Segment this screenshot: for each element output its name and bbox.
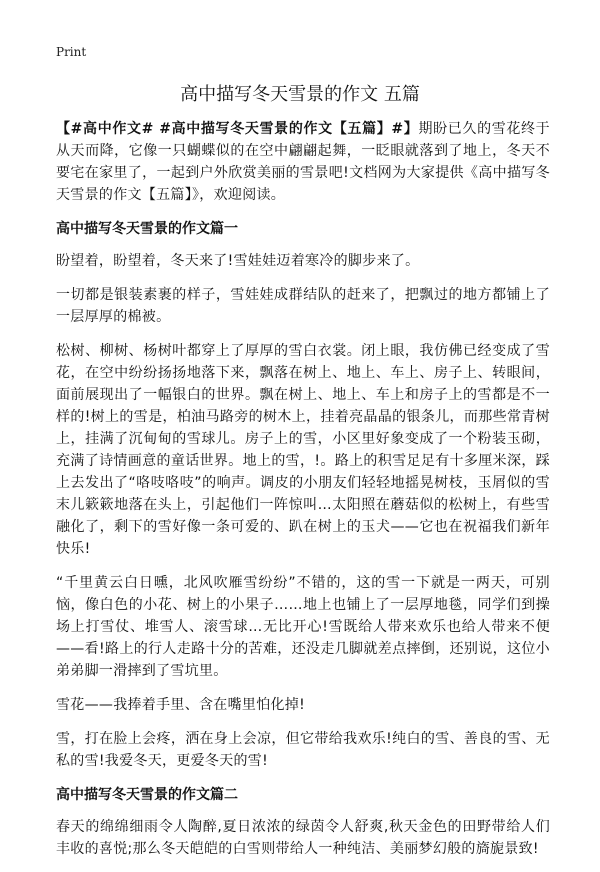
section-heading-2: 高中描写冬天雪景的作文篇二 [56, 787, 238, 803]
intro-tag: 【#高中作文# #高中描写冬天雪景的作文【五篇】#】 [56, 121, 419, 137]
section-1-paragraph-6: 雪，打在脸上会疼，洒在身上会凉，但它带给我欢乐!纯白的雪、善良的雪、无私的雪!我爱冬天，更爱冬天的雪! [56, 731, 550, 769]
intro-text: 期盼已久的雪花终于从天而降，它像一只蝴蝶似的在空中翩翩起舞，一眨眼就落到了地上，冬天不要宅在家里了，一起到户外欣赏美丽的雪景吧!文档网为大家提供《高中描写冬天雪景的作文【五篇】》，欢迎阅读。 [56, 121, 550, 203]
section-1-paragraph-4: “千里黄云白日曛，北风吹雁雪纷纷”不错的，这的雪一下就是一两天，可别恼，像白色的小花、树上的小果子……地上也铺上了一层厚地毯，同学们到操场上打雪仗、堆雪人、滚雪球…无比开心!雪既给人带来欢乐也给人带来不便——看!路上的行人走路十分的苦难，还没走几脚就差点摔倒，还别说，这位小弟弟脚一滑摔到了雪坑里。 [56, 575, 550, 679]
section-2-paragraph-1: 春天的绵绵细雨令人陶醉,夏日浓浓的绿茵令人舒爽,秋天金色的田野带给人们丰收的喜悦;那么冬天皑皑的白雪则带给人一种纯洁、美丽梦幻般的旖旎景致! [56, 819, 550, 857]
print-label: Print [56, 45, 87, 59]
document-body [56, 118, 550, 872]
intro-paragraph [56, 118, 550, 206]
section-heading-1: 高中描写冬天雪景的作文篇一 [56, 221, 238, 237]
section-1-paragraph-1: 盼望着，盼望着，冬天来了!雪娃娃迈着寒冷的脚步来了。 [56, 253, 420, 269]
section-1-paragraph-3: 松树、柳树、杨树叶都穿上了厚厚的雪白衣裳。闭上眼，我仿佛已经变成了雪花，在空中纷纷扬扬地落下来，飘落在树上、地上、车上、房子上、转眼间，面前展现出了一幅银白的世界。飘在树上、地上、车上和房子上的雪都是不一样的!树上的雪是，柏油马路旁的树木上，挂着亮晶晶的银条儿，而那些常青树上，挂满了沉甸甸的雪球儿。房子上的雪，小区里好象变成了一个粉装玉砌，充满了诗情画意的童话世界。地上的雪，!。路上的积雪足足有十多厘米深，踩上去发出了“咯吱咯吱”的响声。调皮的小朋友们轻轻地摇晃树枝，玉屑似的雪末儿簌簌地落在头上，引起他们一阵惊叫…太阳照在蘑菇似的松树上，有些雪融化了，剩下的雪好像一条可爱的、趴在树上的玉犬——它也在祝福我们新年快乐! [56, 343, 550, 557]
section-1-paragraph-2: 一切都是银装素裹的样子，雪娃娃成群结队的赶来了，把飘过的地方都铺上了一层厚厚的棉被。 [56, 287, 550, 325]
document-title: 高中描写冬天雪景的作文 五篇 [180, 84, 420, 105]
section-1-paragraph-5: 雪花——我捧着手里、含在嘴里怕化掉! [56, 697, 306, 713]
